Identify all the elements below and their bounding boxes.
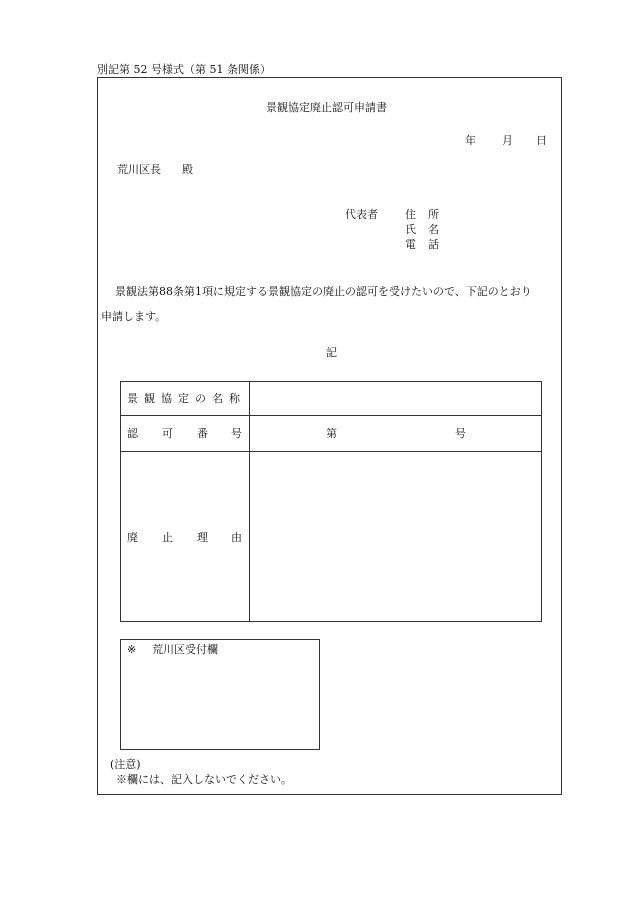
receipt-mark: ※ [127, 643, 137, 656]
phone-label-1: 電 [405, 238, 416, 251]
row3-char-2: 止 [162, 531, 173, 544]
approval-number-prefix: 第 [326, 427, 337, 440]
address-label-2: 所 [428, 208, 439, 221]
date-month: 月 [502, 134, 513, 147]
notes-line: ※欄には、記入しないでください。 [116, 773, 292, 786]
row2-char-4: 号 [231, 427, 242, 440]
name-label-1: 氏 [405, 223, 416, 236]
row3-char-4: 由 [231, 531, 242, 544]
row3-char-3: 理 [197, 531, 208, 544]
form-label: 別記第 52 号様式（第 51 条関係） [97, 63, 271, 76]
row3-char-1: 廃 [127, 531, 138, 544]
row1-char-5: の [195, 392, 206, 405]
receipt-label: 荒川区受付欄 [152, 643, 218, 656]
approval-number-suffix: 号 [455, 427, 466, 440]
date-year: 年 [465, 134, 476, 147]
address-label-1: 住 [405, 208, 416, 221]
main-table [120, 381, 542, 622]
addressee-name: 荒川区長 [117, 163, 161, 176]
ki-label: 記 [326, 346, 337, 359]
phone-label-2: 話 [428, 238, 439, 251]
notes-title: (注意) [110, 758, 141, 771]
row1-char-7: 称 [229, 392, 240, 405]
row1-char-6: 名 [212, 392, 223, 405]
table-row-divider-1 [120, 415, 542, 416]
row1-char-2: 観 [144, 392, 155, 405]
row1-char-3: 協 [161, 392, 172, 405]
applicant-role: 代表者 [345, 208, 378, 221]
body-line-2: 申請します。 [101, 310, 167, 323]
row1-char-1: 景 [127, 392, 138, 405]
table-row-divider-2 [120, 451, 542, 452]
receipt-box [120, 639, 320, 750]
addressee-honorific: 殿 [182, 163, 193, 176]
body-line-1: 景観法第88条第1項に規定する景観協定の廃止の認可を受けたいので、下記のとおり [115, 285, 532, 298]
row1-char-4: 定 [178, 392, 189, 405]
form-title: 景観協定廃止認可申請書 [266, 101, 387, 114]
row2-char-1: 認 [127, 427, 138, 440]
row2-char-3: 番 [197, 427, 208, 440]
table-column-divider [249, 381, 250, 622]
row2-char-2: 可 [162, 427, 173, 440]
name-label-2: 名 [428, 223, 439, 236]
date-day: 日 [536, 134, 547, 147]
